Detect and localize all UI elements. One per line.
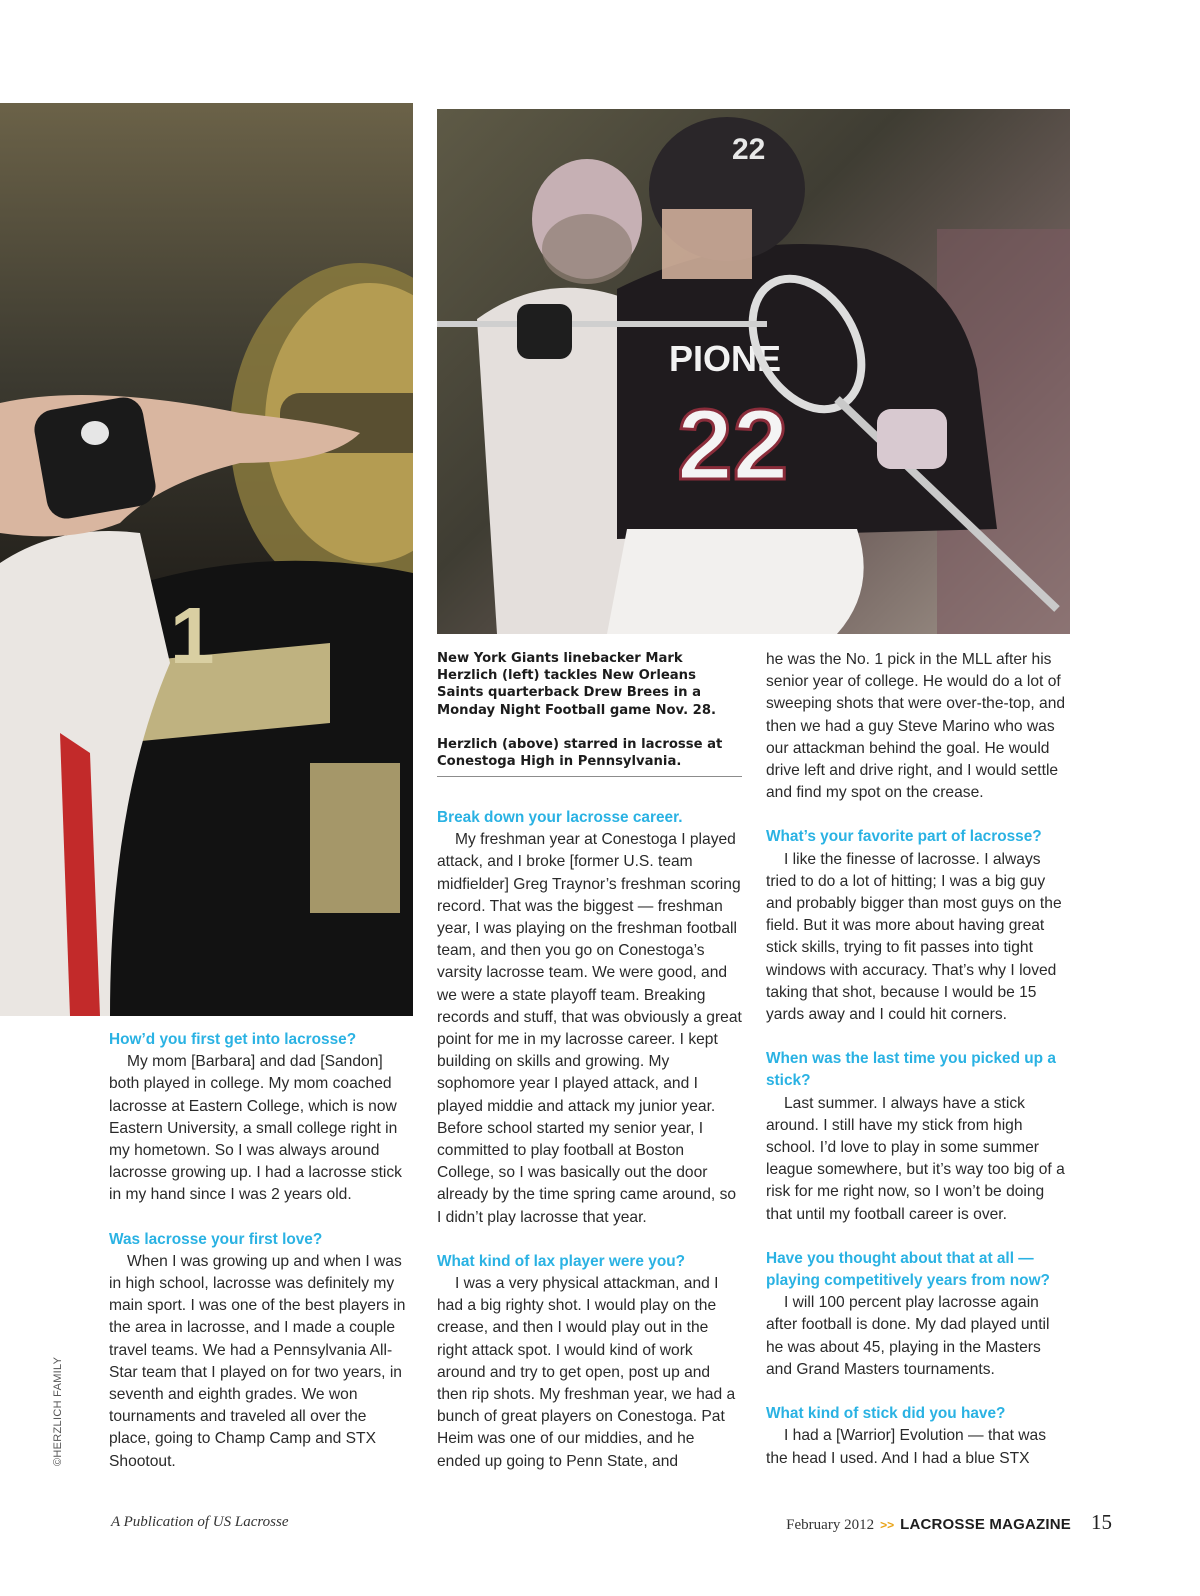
answer-paragraph: My mom [Barbara] and dad [Sandon] both played in college. My mom coached lacrosse at Eastern College, which is now Eastern University, a small college right in my hometown. So I was always around lacrosse growing up. I had a lacrosse stick in my hand since I was 2 years old. (109, 1053, 402, 1204)
caption-football: New York Giants linebacker Mark Herzlich (left) tackles New Orleans Saints quarterback Drew Brees in a Monday Night Football game Nov. 28. (437, 651, 717, 718)
column-1 (109, 1029, 409, 1473)
football-photo-art (0, 103, 413, 1016)
column-3 (766, 649, 1070, 1470)
caption-divider (437, 776, 742, 777)
question-heading: Was lacrosse your first love? (109, 1230, 323, 1248)
column-2 (437, 807, 742, 1473)
football-jersey-number: 1 (170, 591, 215, 680)
answer-continuation: he was the No. 1 pick in the MLL after his senior year of college. He would do a lot of sweeping shots that were over-the-top, and then we had a guy Steve Marino who was our attackman behind the goal. He would drive left and drive right, and I would settle and find my spot on the crease. (766, 651, 1066, 802)
answer-paragraph: I like the finesse of lacrosse. I always tried to do a lot of hitting; I was a big guy and probably bigger than most guys on the field. But it was more about having great stick skills, trying to fit passes into tight windows with accuracy. That’s why I loved taking that shot, because I would be 15 yards away and I could hit corners. (766, 850, 1062, 1024)
helmet-number: 22 (732, 133, 766, 166)
photo-credit: ©HERZLICH FAMILY (52, 1356, 64, 1466)
question-heading: What kind of stick did you have? (766, 1405, 1006, 1423)
lacrosse-photo (437, 109, 1070, 634)
football-photo (0, 103, 413, 1016)
answer-paragraph: Last summer. I always have a stick around. I still have my stick from high school. I’d love to play in some summer league somewhere, but it’s way too big of a risk for me right now, so I won’t be doing that until my football career is over. (766, 1094, 1065, 1223)
caption-lacrosse: Herzlich (above) starred in lacrosse at Conestoga High in Pennsylvania. (437, 736, 723, 770)
question-heading: Break down your lacrosse career. (437, 809, 683, 826)
question-heading: Have you thought about that at all — playing competitively years from now? (766, 1249, 1050, 1290)
lacrosse-photo-art (437, 109, 1070, 634)
footer-arrows: >> (880, 1518, 895, 1532)
footer-magazine-name: LACROSSE MAGAZINE (900, 1516, 1071, 1533)
answer-paragraph: When I was growing up and when I was in high school, lacrosse was definitely my main sport. I was one of the best players in the area in lacrosse, and I made a couple travel teams. We had a Pennsylvania All-Star team that I played on for two years, in seventh and eighth grades. We won tournaments and traveled all over the place, going to Champ Camp and STX Shootout. (109, 1252, 406, 1470)
footer-masthead (786, 1510, 1112, 1535)
question-heading: When was the last time you picked up a stick? (766, 1050, 1056, 1090)
jersey-number: 22 (677, 389, 789, 501)
question-heading: What kind of lax player were you? (437, 1252, 686, 1270)
footer-date: February 2012 (786, 1517, 875, 1533)
answer-paragraph: I had a [Warrior] Evolution — that was the head I used. And I had a blue STX (766, 1427, 1047, 1467)
question-heading: What’s your favorite part of lacrosse? (766, 828, 1042, 846)
footer-publication: A Publication of US Lacrosse (111, 1514, 289, 1530)
answer-paragraph: I will 100 percent play lacrosse again after football is done. My dad played until he was about 45, playing in the Masters and Grand Masters tournaments. (766, 1294, 1050, 1378)
jersey-team-text: PIONE (669, 338, 782, 379)
page-number: 15 (1091, 1510, 1112, 1534)
answer-paragraph: I was a very physical attackman, and I had a big righty shot. I would play on the crease, and then I would play out in the right attack spot. I would kind of work around and try to get open, post up and then rip shots. My freshman year, we had a bunch of great players on Conestoga. Pat Heim was one of our middies, and he ended up going to Penn State, and (437, 1275, 736, 1470)
answer-paragraph: My freshman year at Conestoga I played attack, and I broke [former U.S. team midfielder] Greg Traynor’s freshman scoring record. That was the biggest — freshman year, I was playing on the freshman football team, and then you go on Conestoga’s varsity lacrosse team. We were good, and we were a state playoff team. Breaking records and stuff, that was obviously a great point for me in my lacrosse career. I kept building on skills and growing. My sophomore year I played attack, and I played middie and attack my junior year. Before school started my senior year, I committed to play football at Boston College, so I was basically out the door already by the time spring came around, so I didn’t play lacrosse that year. (437, 831, 742, 1226)
photo-caption (437, 650, 742, 787)
question-heading: How’d you first get into lacrosse? (109, 1031, 357, 1048)
